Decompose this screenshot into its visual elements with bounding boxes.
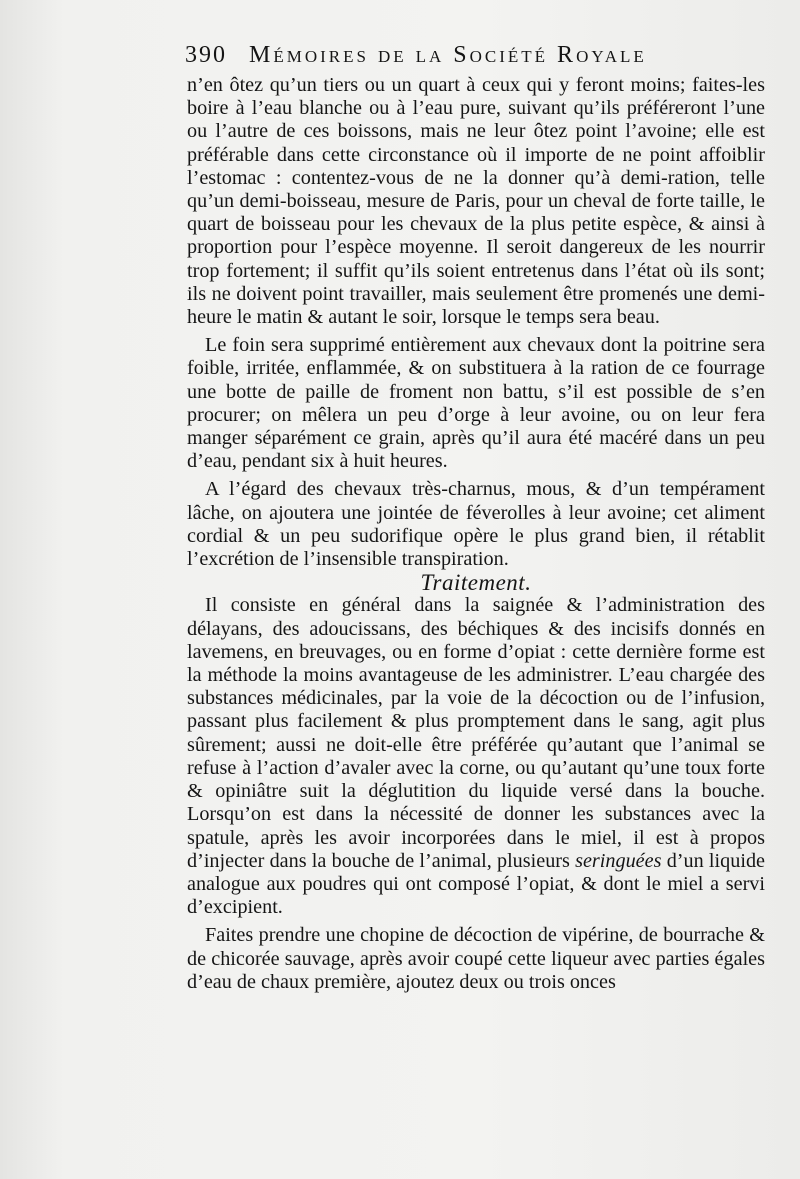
page-number: 390: [185, 42, 227, 68]
treatment-text-end: d’un liquide analogue aux poudres qui ont composé l’opiat, & dont le miel a servi d’excipient.: [187, 849, 765, 919]
treatment-paragraph: [187, 594, 765, 919]
paragraph-1: n’en ôtez qu’un tiers ou un quart à ceux qui y feront moins; faites-les boire à l’eau blanche ou à l’eau pure, suivant qu’ils préféreront l’une ou l’autre de ces boissons, mais ne leur ôtez point l’avoine; elle est préférable dans cette circonstance où il importe de ne point affoiblir l’estomac : contentez-vous de ne la donner qu’à demi-ration, telle qu’un demi-boisseau, mesure de Paris, pour un cheval de forte taille, le quart de boisseau pour les chevaux de la plus petite espèce, & ainsi à proportion pour l’espèce moyenne. Il seroit dangereux de les nourrir trop fortement; il suffit qu’ils soient entretenus dans l’état où ils sont; ils ne doivent point travailler, mais seulement être promenés une demi-heure le matin & autant le soir, lorsque le temps sera beau.: [187, 74, 765, 329]
show-through-text: [20, 944, 24, 961]
running-title: Mémoires de la Société Royale: [249, 42, 647, 68]
italic-term: seringuées: [575, 849, 662, 872]
last-paragraph: Faites prendre une chopine de décoction de vipérine, de bourrache & de chicorée sauvage, après avoir coupé cette liqueur avec parties égales d’eau de chaux première, ajoutez deux ou trois onces: [187, 924, 765, 993]
paragraph-2: Le foin sera supprimé entièrement aux chevaux dont la poitrine sera foible, irritée, enflammée, & on substituera à la ration de ce fourrage une botte de paille de froment non battu, s’il est possible de s’en procurer; on mêlera un peu d’orge à leur avoine, ou on leur fera manger séparément ce grain, après qu’il aura été macéré dans un peu d’eau, pendant six à huit heures.: [187, 334, 765, 473]
section-title: Traitement.: [420, 570, 532, 596]
treatment-text-start: Il consiste en général dans la saignée & l’administration des délayans, des adoucissans, des béchiques & des incisifs donnés en lavemens, en breuvages, ou en forme d’opiat : cette dernière forme est la méthode la moins avantageuse de les administrer. L’eau chargée des substances médicinales, par la voie de la décoction ou de l’infusion, passant plus facilement & plus promptement dans le sang, agit plus sûrement; aussi ne doit-elle être préférée qu’autant que l’animal se refuse à l’action d’avaler avec la corne, ou qu’autant qu’une toux forte & opiniâtre suit la déglutition du liquide versé dans la bouche. Lorsqu’on est dans la nécessité de donner les substances avec la spatule, après les avoir incorporées dans le miel, il est à propos d’injecter dans la bouche de l’animal, plusieurs: [187, 594, 765, 872]
running-header: [185, 42, 785, 69]
body-text: [187, 74, 765, 994]
paragraph-3: A l’égard des chevaux très-charnus, mous, & d’un tempérament lâche, on ajoutera une jointée de féverolles à leur avoine; cet aliment cordial & un peu sudorifique opère le plus grand bien, il rétablit l’excrétion de l’insensible transpiration.: [187, 478, 765, 571]
